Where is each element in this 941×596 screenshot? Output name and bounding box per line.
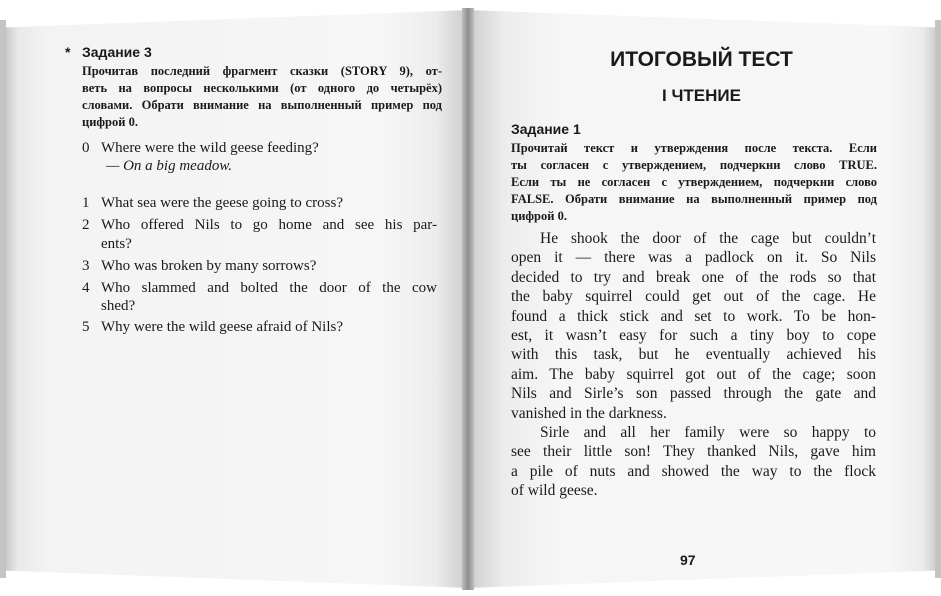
left-task-instruction (82, 63, 442, 131)
instruction-line: ты согласен с утверждением, подчеркни слово TRUE. (511, 158, 877, 172)
instruction-line: FALSE. Обрати внимание на выполненный пример под (511, 192, 877, 206)
page-number: 97 (680, 552, 696, 568)
text-line: of wild geese. (511, 482, 598, 500)
right-task-instruction (511, 140, 877, 225)
page-title: ИТОГОВЫЙ ТЕСТ (610, 48, 793, 71)
task-star: * (65, 44, 71, 60)
example-answer: — On a big meadow. (106, 158, 232, 174)
instruction-line: Если ты не согласен с утверждением, подчеркни слово (511, 175, 877, 189)
question-text: Where were the wild geese feeding? (101, 140, 319, 156)
question-number: 5 (82, 319, 90, 335)
question-number: 4 (82, 280, 90, 296)
text-line: aim. The baby squirrel got out of the cage; soon (511, 365, 876, 383)
text-line: found a thick stick and set to work. To be hon- (511, 307, 876, 325)
text-line: a pile of nuts and showed the way to the flock (511, 462, 876, 480)
question-number: 0 (82, 140, 90, 156)
question-number: 1 (82, 195, 90, 211)
left-task-title: Задание 3 (82, 44, 152, 60)
question-text: What sea were the geese going to cross? (101, 195, 343, 211)
text-line: vanished in the darkness. (511, 404, 667, 422)
reading-paragraph-1 (511, 229, 876, 423)
instruction-line: словами. Обрати внимание на выполненный пример под (82, 98, 442, 112)
text-line: Sirle and all her family were so happy to (540, 424, 876, 441)
text-line: decided to try and break one of the rods so that (511, 268, 876, 286)
instruction-line: цифрой 0. (511, 209, 567, 223)
text-line: with this task, but he eventually achieved his (511, 346, 876, 364)
left-page-edges (0, 20, 6, 578)
question-text: Who offered Nils to go home and see his par- (101, 217, 437, 233)
question-text: Why were the wild geese afraid of Nils? (101, 319, 343, 335)
question-text: Who slammed and bolted the door of the cow (101, 280, 437, 296)
instruction-line: цифрой 0. (82, 115, 138, 129)
text-line: Nils and Sirle’s son passed through the gate and (511, 385, 876, 403)
question-text: Who was broken by many sorrows? (101, 258, 317, 274)
question-text: shed? (101, 298, 136, 314)
instruction-line: веть на вопросы несколькими (от одного до четырёх) (82, 81, 442, 95)
reading-paragraph-2 (511, 423, 876, 501)
text-line: est, it wasn’t easy for such a tiny boy to cope (511, 326, 876, 344)
section-title: I ЧТЕНИЕ (662, 86, 741, 105)
question-text: ents? (101, 236, 132, 252)
question-number: 3 (82, 258, 90, 274)
instruction-line: Прочитай текст и утверждения после текста. Если (511, 141, 877, 155)
right-page-edges (935, 20, 941, 578)
text-line: He shook the door of the cage but couldn’t (540, 230, 876, 247)
question-number: 2 (82, 217, 90, 233)
text-line: see their little son! They thanked Nils, gave him (511, 443, 876, 461)
text-line: the baby squirrel could get out of the cage. He (511, 288, 876, 306)
instruction-line: Прочитав последний фрагмент сказки (STORY 9), от- (82, 64, 442, 78)
text-line: open it — there was a padlock on it. So Nils (511, 249, 876, 267)
right-task-title: Задание 1 (511, 121, 581, 137)
